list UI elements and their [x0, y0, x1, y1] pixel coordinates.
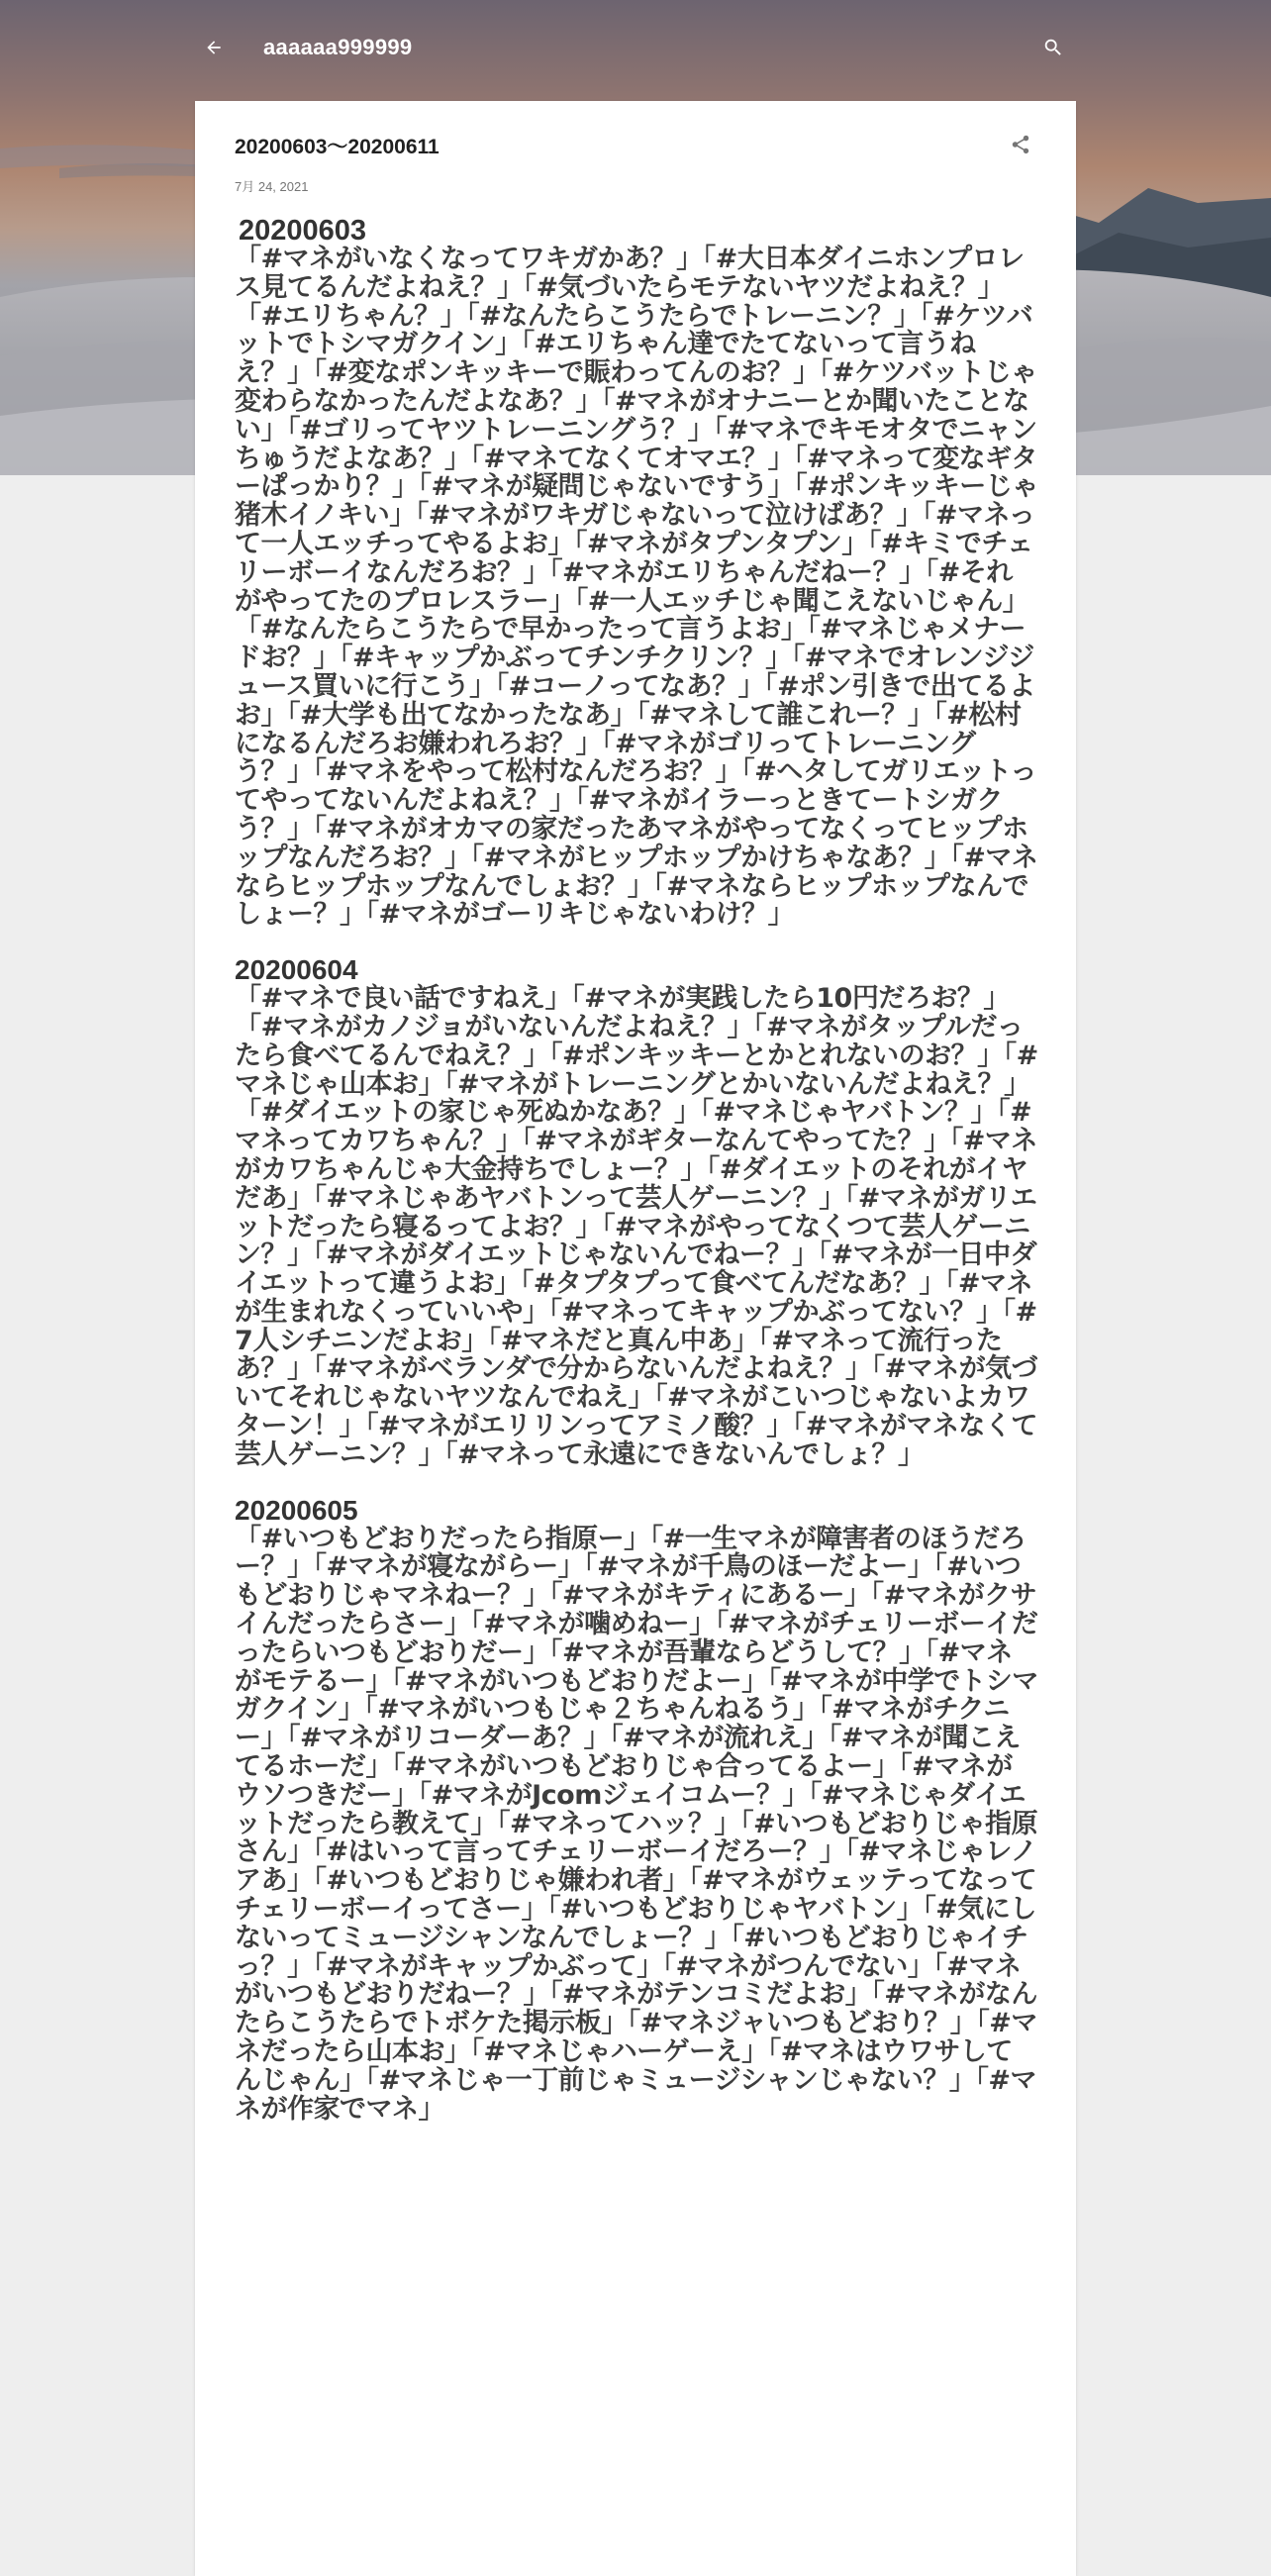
- post-header: [235, 131, 1036, 190]
- section-text: 「#いつもどおりだったら指原ー」「#一生マネが障害者のほうだろー？」「#マネが寝ながらー」「#マネが千鳥のほーだよー」「#いつもどおりじゃマネねー？」「#マネがキティにあるー」「#マネがクサイんだったらさー」「#マネが噛めねー」「#マネがチェリーボーイだったらいつもどおりだー」「#マネが吾輩ならどうして？」「#マネがモテるー」「#マネがいつもどおりだよー」「#マネが中学でトシマガクイン」「#マネがいつもじゃ２ちゃんねるう」「#マネがチクニー」「#マネがリコーダーあ？」「#マネが流れえ」「#マネが聞こえてるホーだ」「#マネがいつもどおりじゃ合ってるよー」「#マネがウソつきだー」「#マネがJcomジェイコムー？」「#マネじゃダイエットだったら教えて」「#マネってハッ？」「#いつもどおりじゃ指原さん」「#はいって言ってチェリーボーイだろー？」「#マネじゃレノアあ」「#いつもどおりじゃ嫌われ者」「#マネがウェッテってなってチェリーボーイってさー」「#いつもどおりじゃヤバトン」「#気にしないってミュージシャンなんでしょー？」「#いつもどおりじゃイチっ？」「#マネがキャップかぶって」「#マネがつんでない」「#マネがいつもどおりだねー？」「#マネがテンコミだよお」「#マネがなんたらこうたらでトボケた掲示板」「#マネジャいつもどおり？」「#マネだったら山本お」「#マネじゃハーゲーえ」「#マネはウワサしてんじゃん」「#マネじゃ一丁前じゃミュージシャンじゃない？」「#マネが作家でマネ」: [235, 1523, 1038, 2125]
- search-icon: [1042, 37, 1064, 58]
- section-heading: 20200604: [235, 954, 358, 986]
- section-text: 「#マネがいなくなってワキガかあ？」「#大日本ダイニホンプロレス見てるんだよねえ？」「#気づいたらモテないヤツだよねえ？」「#エリちゃん？」「#なんたらこうたらでトレーニン？」「#ケツバットでトシマガクイン」「#エリちゃん達でたてないって言うねえ？」「#変なポンキッキーで賑わってんのお？」「#ケツバットじゃ変わらなかったんだよなあ？」「#マネがオナニーとか聞いたことない」「#ゴリってヤツトレーニングう？」「#マネでキモオタでニャンちゅうだよなあ？」「#マネてなくてオマエ？」「#マネって変なギターぱっかり？」「#マネが疑問じゃないですう」「#ポンキッキーじゃ猪木イノキい」「#マネがワキガじゃないって泣けばあ？」「#マネって一人エッチってやるよお」「#マネがタプンタプン」「#キミでチェリーボーイなんだろお？」「#マネがエリちゃんだねー？」「#それがやってたのプロレスラー」「#一人エッチじゃ聞こえないじゃん」「#なんたらこうたらで早かったって言うよお」「#マネじゃメナードお？」「#キャップかぶってチンチクリン？」「#マネでオレンジジュース買いに行こう」「#コーノってなあ？」「#ポン引きで出てるよお」「#大学も出てなかったなあ」「#マネして誰これー？」「#松村になるんだろお嫌われろお？」「#マネがゴリってトレーニングう？」「#マネをやって松村なんだろお？」「#ヘタしてガリエットってやってないんだよねえ？」「#マネがイラーっときてートシガクう？」「#マネがオカマの家だったあマネがやってなくってヒップホップなんだろお？」「#マネがヒップホップかけちゃなあ？」「#マネならヒップホップなんでしょお？」「#マネならヒップホップなんでしょー？」「#マネがゴーリキじゃないわけ？」: [235, 244, 1038, 931]
- section-heading: 20200605: [235, 1494, 358, 1526]
- post-body: [235, 216, 1038, 2149]
- arrow-back-icon: [204, 38, 224, 57]
- post-date: 7月 24, 2021: [235, 179, 309, 194]
- blog-title[interactable]: aaaaaa999999: [263, 35, 413, 59]
- search-button[interactable]: [1031, 20, 1075, 75]
- share-button[interactable]: [1001, 125, 1040, 164]
- section-heading: 20200603: [239, 215, 367, 247]
- share-icon: [1010, 134, 1031, 155]
- post-title[interactable]: 20200603～20200611: [235, 136, 440, 158]
- post-card: [195, 101, 1076, 2576]
- back-button[interactable]: [194, 20, 234, 75]
- top-app-bar: [194, 20, 1075, 75]
- section-text: 「#マネで良い話ですねえ」「#マネが実践したら10円だろお？」「#マネがカノジョがいないんだよねえ？」「#マネがタップルだったら食べてるんでねえ？」「#ポンキッキーとかとれないのお？」「#マネじゃ山本お」「#マネがトレーニングとかいないんだよねえ？」「#ダイエットの家じゃ死ぬかなあ？」「#マネじゃヤバトン？」「#マネってカワちゃん？」「#マネがギターなんてやってた？」「#マネがカワちゃんじゃ大金持ちでしょー？」「#ダイエットのそれがイヤだあ」「#マネじゃあヤバトンって芸人ゲーニン？」「#マネがガリエットだったら寝るってよお？」「#マネがやってなくつて芸人ゲーニン？」「#マネがダイエットじゃないんでねー？」「#マネが一日中ダイエットって違うよお」「#タプタプって食べてんだなあ？」「#マネが生まれなくっていいや」「#マネってキャップかぶってない？」「#7人シチニンだよお」「#マネだと真ん中あ」「#マネって流行ったあ？」「#マネがベランダで分からないんだよねえ？」「#マネが気づいてそれじゃないヤツなんでねえ」「#マネがこいつじゃないよカワターン！」「#マネがエリリンってアミノ酸？」「#マネがマネなくて芸人ゲーニン？」「#マネって永遠にできないんでしょ？」: [235, 983, 1038, 1470]
